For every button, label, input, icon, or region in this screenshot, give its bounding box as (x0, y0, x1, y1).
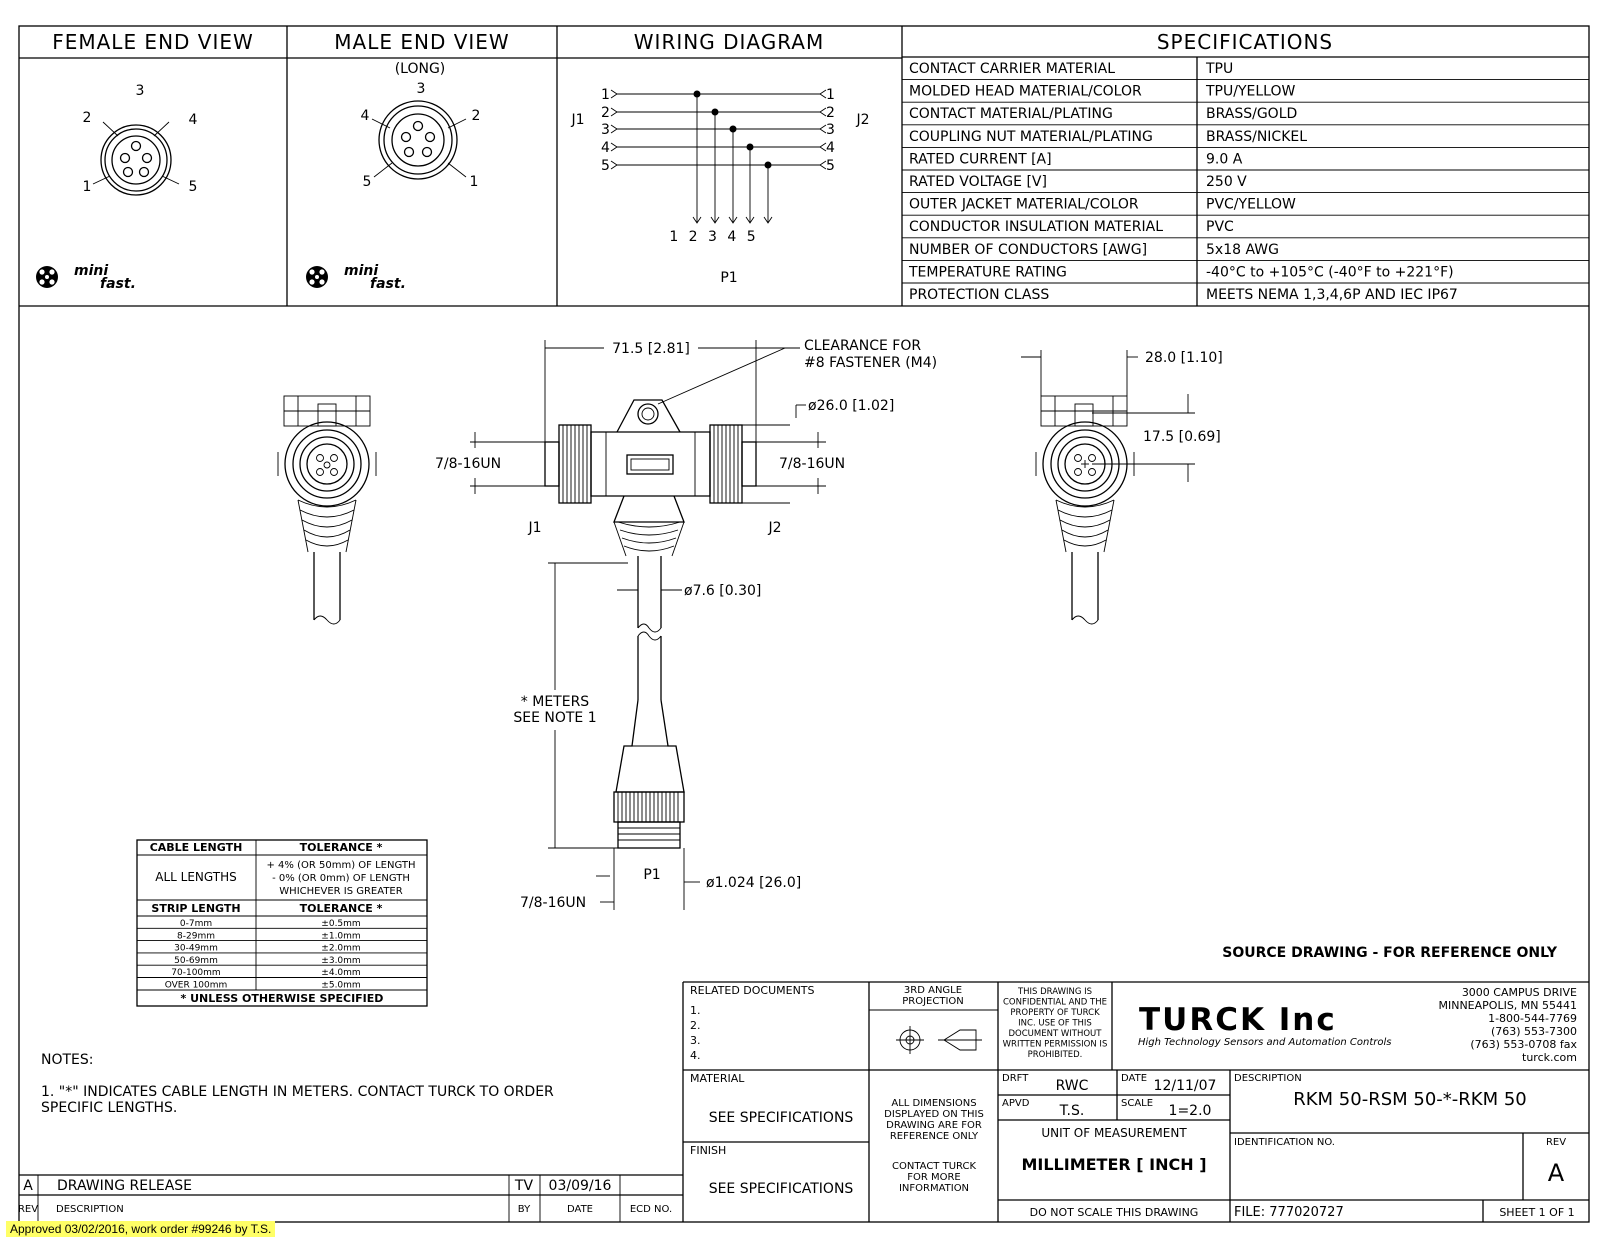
revision-description-value: DRAWING RELEASE (57, 1178, 193, 1194)
strip-tolerance: ±0.5mm (321, 919, 361, 929)
male-pin-3: 3 (416, 81, 426, 97)
spec-name: RATED CURRENT [A] (909, 151, 1052, 168)
tolerance-line3: WHICHEVER IS GREATER (279, 886, 403, 897)
center-dimensions (470, 340, 826, 910)
strip-tolerance: ±3.0mm (321, 955, 361, 966)
address-line: (763) 553-0708 fax (1470, 1038, 1577, 1051)
confidential-line: CONFIDENTIAL AND THE (1003, 997, 1107, 1008)
female-pin-3: 3 (135, 83, 145, 99)
female-end-view-header: FEMALE END VIEW (52, 30, 254, 54)
minifast-logo-icon (36, 266, 58, 288)
sheet-number: SHEET 1 OF 1 (1499, 1206, 1575, 1219)
male-connector-face (372, 101, 466, 179)
dim-side-width: 28.0 [1.10] (1145, 350, 1223, 366)
related-doc-4: 4. (690, 1049, 701, 1062)
approval-stamp: Approved 03/02/2016, work order #99246 by T.S. (6, 1221, 275, 1237)
approved-label: APVD (1002, 1098, 1030, 1109)
strip-tolerance: ±1.0mm (321, 931, 361, 942)
right-side-view (1021, 350, 1195, 624)
left-side-view (278, 396, 376, 624)
unit-of-measurement-value: MILLIMETER [ INCH ] (1021, 1155, 1207, 1174)
dim-meters-line2: SEE NOTE 1 (513, 710, 597, 726)
dim-j2: J2 (768, 520, 782, 536)
dim-clearance-line1: CLEARANCE FOR (804, 338, 922, 354)
spec-value: PVC (1206, 219, 1234, 236)
turck-logo-icon (1139, 1002, 1337, 1038)
dim-p1-diameter: ø1.024 [26.0] (706, 875, 802, 891)
spec-name: CONTACT CARRIER MATERIAL (909, 61, 1116, 77)
male-pin-4: 4 (360, 108, 370, 124)
spec-name: CONTACT MATERIAL/PLATING (909, 106, 1113, 123)
contact-note-line: INFORMATION (898, 1183, 970, 1194)
drafter-label: DRFT (1002, 1073, 1029, 1084)
dim-side-height: 17.5 [0.69] (1143, 429, 1221, 445)
revision-ecd-header: ECD NO. (629, 1204, 673, 1215)
notes-title: NOTES: (41, 1052, 94, 1068)
address-line: 1-800-544-7769 (1488, 1012, 1577, 1025)
confidential-line: THIS DRAWING IS (1017, 987, 1093, 997)
minifast-logo-text-top: mini (74, 263, 109, 279)
spec-value: 250 V (1206, 174, 1247, 190)
finish-value: SEE SPECIFICATIONS (708, 1181, 854, 1197)
strip-length: 50-69mm (174, 955, 218, 966)
date-value: 12/11/07 (1153, 1078, 1217, 1094)
description-value: RKM 50-RSM 50-*-RKM 50 (1293, 1089, 1527, 1110)
spec-value: MEETS NEMA 1,3,4,6P AND IEC IP67 (1206, 287, 1458, 303)
date-label: DATE (1121, 1073, 1148, 1084)
tolerance-header-cable: CABLE LENGTH (149, 841, 243, 854)
file-number: FILE: 777020727 (1234, 1205, 1344, 1220)
contact-note-line: CONTACT TURCK (891, 1161, 977, 1172)
female-pin-2: 2 (82, 110, 92, 126)
dim-thread-left: 7/8-16UN (435, 456, 502, 472)
address-line: (763) 553-7300 (1490, 1025, 1577, 1038)
confidential-line: INC. USE OF THIS (1018, 1018, 1092, 1029)
address-line: 3000 CAMPUS DRIVE (1461, 986, 1577, 999)
wiring-right-pin: 5 (826, 158, 835, 174)
contact-note-line: FOR MORE (907, 1172, 961, 1183)
spec-name: PROTECTION CLASS (909, 287, 1050, 303)
wiring-left-pin: 5 (601, 158, 610, 174)
dim-p1: P1 (643, 867, 661, 883)
tolerance-footer: * UNLESS OTHERWISE SPECIFIED (180, 992, 384, 1005)
spec-name: TEMPERATURE RATING (909, 264, 1067, 281)
dims-note-line: DRAWING ARE FOR (886, 1120, 982, 1131)
male-pin-2: 2 (471, 108, 481, 124)
material-label: MATERIAL (690, 1072, 745, 1085)
scale-value: 1=2.0 (1168, 1103, 1212, 1119)
dims-note-line: DISPLAYED ON THIS (884, 1109, 984, 1120)
scale-label: SCALE (1121, 1098, 1154, 1109)
dim-thread-right: 7/8-16UN (779, 456, 846, 472)
projection-label-2: PROJECTION (902, 996, 964, 1007)
dim-nut-diameter: ø26.0 [1.02] (808, 398, 895, 414)
related-doc-1: 1. (690, 1004, 701, 1017)
wiring-j2-label: J2 (856, 112, 870, 128)
minifast-logo-text-bottom: fast. (100, 276, 136, 292)
wiring-left-pin: 1 (601, 87, 610, 103)
wiring-j1-label: J1 (571, 112, 585, 128)
approved-value: T.S. (1059, 1103, 1085, 1119)
revision-date-value: 03/09/16 (548, 1178, 612, 1194)
wiring-p1-label: P1 (720, 270, 738, 286)
company-name: TURCK Inc (1139, 1002, 1337, 1038)
tolerance-line2: - 0% (OR 0mm) OF LENGTH (272, 873, 410, 884)
spec-value: 9.0 A (1206, 151, 1243, 168)
spec-name: COUPLING NUT MATERIAL/PLATING (909, 128, 1153, 145)
note-1-line1: 1. "*" INDICATES CABLE LENGTH IN METERS. CONTACT TURCK TO ORDER (41, 1084, 554, 1100)
strip-tolerance: ±4.0mm (321, 968, 361, 979)
dims-note-line: REFERENCE ONLY (889, 1131, 979, 1142)
confidential-line: DOCUMENT WITHOUT (1008, 1029, 1102, 1039)
rev-value: A (1547, 1159, 1565, 1187)
dims-note-line: ALL DIMENSIONS (891, 1098, 977, 1109)
specifications-table (908, 61, 1458, 303)
spec-name: CONDUCTOR INSULATION MATERIAL (909, 219, 1163, 236)
note-1-line2: SPECIFIC LENGTHS. (41, 1100, 178, 1116)
female-connector-face (93, 122, 179, 195)
female-pin-5: 5 (188, 179, 198, 195)
do-not-scale-note: DO NOT SCALE THIS DRAWING (1029, 1206, 1199, 1219)
confidential-line: PROPERTY OF TURCK (1010, 1008, 1100, 1018)
wiring-right-pin: 2 (826, 105, 835, 121)
tee-connector (545, 400, 756, 848)
strip-length: 30-49mm (174, 943, 218, 954)
spec-value: BRASS/NICKEL (1206, 128, 1308, 145)
dim-width: 71.5 [2.81] (612, 341, 690, 357)
wiring-left-pin: 2 (601, 105, 610, 121)
address-line: turck.com (1522, 1051, 1577, 1064)
description-label: DESCRIPTION (1234, 1073, 1302, 1084)
tolerance-header-tol: TOLERANCE * (299, 841, 383, 854)
revision-rev-header: REV (17, 1204, 39, 1215)
wiring-right-pin: 1 (826, 87, 835, 103)
minifast-logo-text-top: mini (344, 263, 379, 279)
identification-label: IDENTIFICATION NO. (1234, 1137, 1335, 1148)
wiring-diagram (601, 87, 835, 223)
spec-value: PVC/YELLOW (1206, 196, 1296, 213)
spec-name: RATED VOLTAGE [V] (909, 174, 1047, 190)
wiring-bottom-pins: 1 2 3 4 5 (669, 229, 759, 245)
male-long-label: (LONG) (394, 61, 446, 77)
finish-label: FINISH (690, 1144, 727, 1157)
dim-meters-line1: * METERS (520, 694, 590, 710)
specifications-header: SPECIFICATIONS (1156, 30, 1334, 54)
dim-cable-diameter: ø7.6 [0.30] (684, 583, 762, 599)
spec-value: TPU (1206, 61, 1234, 77)
revision-by-header: BY (517, 1204, 531, 1215)
rev-label: REV (1545, 1137, 1567, 1148)
dim-clearance-line2: #8 FASTENER (M4) (804, 355, 938, 371)
confidential-line: WRITTEN PERMISSION IS (1002, 1039, 1108, 1050)
revision-by-value: TV (514, 1178, 534, 1194)
female-pin-4: 4 (188, 112, 198, 128)
male-pin-1: 1 (469, 174, 479, 190)
spec-value: -40°C to +105°C (-40°F to +221°F) (1206, 264, 1454, 281)
strip-length: 0-7mm (179, 919, 213, 929)
spec-name: NUMBER OF CONDUCTORS [AWG] (909, 241, 1148, 258)
wiring-left-pin: 3 (601, 122, 610, 138)
revision-rev-value: A (23, 1178, 33, 1194)
related-doc-2: 2. (690, 1019, 701, 1032)
tolerance-line1: + 4% (OR 50mm) OF LENGTH (266, 860, 416, 871)
wiring-right-pin: 4 (826, 140, 835, 156)
spec-value: 5x18 AWG (1206, 241, 1279, 258)
male-pin-5: 5 (362, 174, 372, 190)
female-pin-1: 1 (82, 179, 92, 195)
wiring-diagram-header: WIRING DIAGRAM (633, 30, 825, 54)
unit-of-measurement-label: UNIT OF MEASUREMENT (1041, 1126, 1187, 1140)
dim-j1: J1 (528, 520, 542, 536)
confidential-line: PROHIBITED. (1027, 1050, 1083, 1060)
related-doc-3: 3. (690, 1034, 701, 1047)
projection-label-1: 3RD ANGLE (903, 985, 963, 996)
minifast-logo-icon (306, 266, 328, 288)
related-documents-label: RELATED DOCUMENTS (690, 984, 815, 997)
strip-length: OVER 100mm (164, 980, 228, 991)
company-tagline: High Technology Sensors and Automation Controls (1138, 1037, 1392, 1048)
strip-length: 8-29mm (177, 931, 215, 942)
male-end-view-header: MALE END VIEW (334, 30, 510, 54)
strip-tolerance: ±5.0mm (321, 980, 361, 991)
tolerance-header-tol2: TOLERANCE * (299, 902, 383, 915)
source-drawing-note: SOURCE DRAWING - FOR REFERENCE ONLY (1222, 945, 1557, 961)
tolerance-header-strip: STRIP LENGTH (151, 902, 241, 915)
address-line: MINNEAPOLIS, MN 55441 (1438, 999, 1577, 1012)
dim-p1-thread: 7/8-16UN (520, 895, 587, 911)
spec-value: BRASS/GOLD (1206, 106, 1298, 123)
material-value: SEE SPECIFICATIONS (708, 1110, 854, 1126)
minifast-logo-text-bottom: fast. (370, 276, 406, 292)
strip-length: 70-100mm (171, 968, 221, 979)
wiring-right-pin: 3 (826, 122, 835, 138)
spec-name: OUTER JACKET MATERIAL/COLOR (909, 196, 1139, 213)
wiring-left-pin: 4 (601, 140, 610, 156)
strip-tolerance: ±2.0mm (321, 943, 361, 954)
drafter-value: RWC (1055, 1078, 1089, 1094)
revision-date-header: DATE (566, 1204, 594, 1215)
spec-value: TPU/YELLOW (1206, 83, 1296, 100)
tolerance-all-lengths: ALL LENGTHS (155, 870, 237, 884)
spec-name: MOLDED HEAD MATERIAL/COLOR (909, 83, 1142, 100)
revision-desc-header: DESCRIPTION (56, 1204, 124, 1215)
